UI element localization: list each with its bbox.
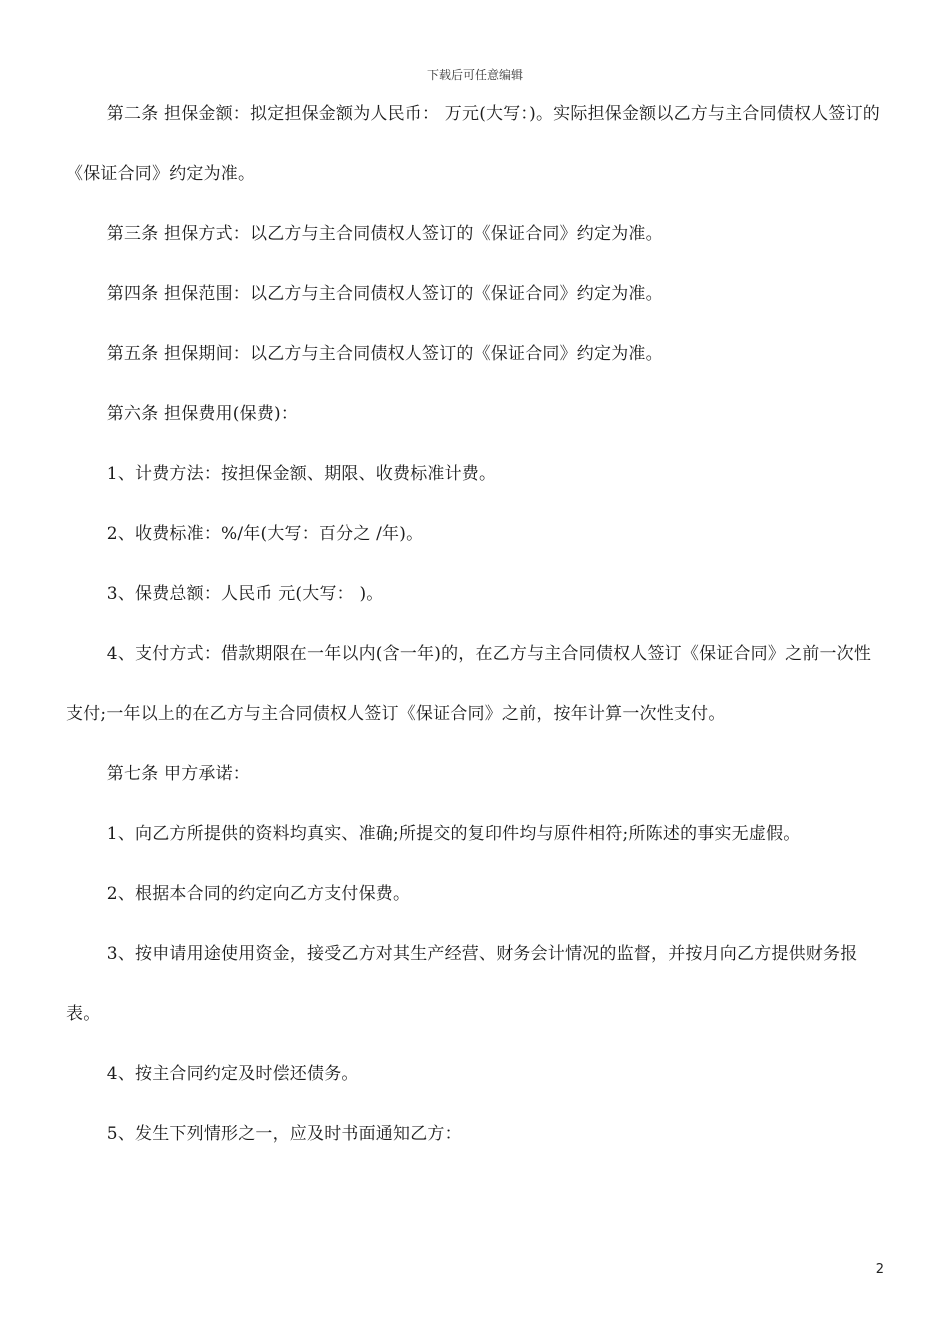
fee-item-3: 3、保费总额：人民币 元(大写： )。 [106,584,384,604]
fee-item-4: 4、支付方式：借款期限在一年以内(含一年)的，在乙方与主合同债权人签订《保证合同》之前一次性支付;一年以上的在乙方与主合同债权人签订《保证合同》之前，按年计算一次性支付。 [66,644,872,724]
commitment-item-3: 3、按申请用途使用资金，接受乙方对其生产经营、财务会计情况的监督，并按月向乙方提供财务报表。 [66,944,858,1024]
fee-item-1: 1、计费方法：按担保金额、期限、收费标准计费。 [106,464,497,484]
page-number: 2 [875,1262,884,1277]
article-2-amount: 第二条 担保金额：拟定担保金额为人民币： 万元(大写：)。实际担保金额以乙方与主合同债权人签订的《保证合同》约定为准。 [66,104,880,184]
commitment-item-2: 2、根据本合同的约定向乙方支付保费。 [106,884,411,904]
document-body [66,84,886,1164]
article-4-scope: 第四条 担保范围：以乙方与主合同债权人签订的《保证合同》约定为准。 [106,284,663,304]
article-7-commitments: 第七条 甲方承诺： [106,764,251,784]
commitment-item-4: 4、按主合同约定及时偿还债务。 [106,1064,359,1084]
article-5-period: 第五条 担保期间：以乙方与主合同债权人签订的《保证合同》约定为准。 [106,344,663,364]
commitment-item-5: 5、发生下列情形之一，应及时书面通知乙方： [106,1124,462,1144]
fee-item-2: 2、收费标准：%/年(大写：百分之 /年)。 [106,524,424,544]
article-6-fees: 第六条 担保费用(保费)： [106,404,299,424]
article-3-method: 第三条 担保方式：以乙方与主合同债权人签订的《保证合同》约定为准。 [106,224,663,244]
header-note: 下载后可任意编辑 [426,68,523,82]
commitment-item-1: 1、向乙方所提供的资料均真实、准确;所提交的复印件均与原件相符;所陈述的事实无虚假。 [106,824,801,844]
